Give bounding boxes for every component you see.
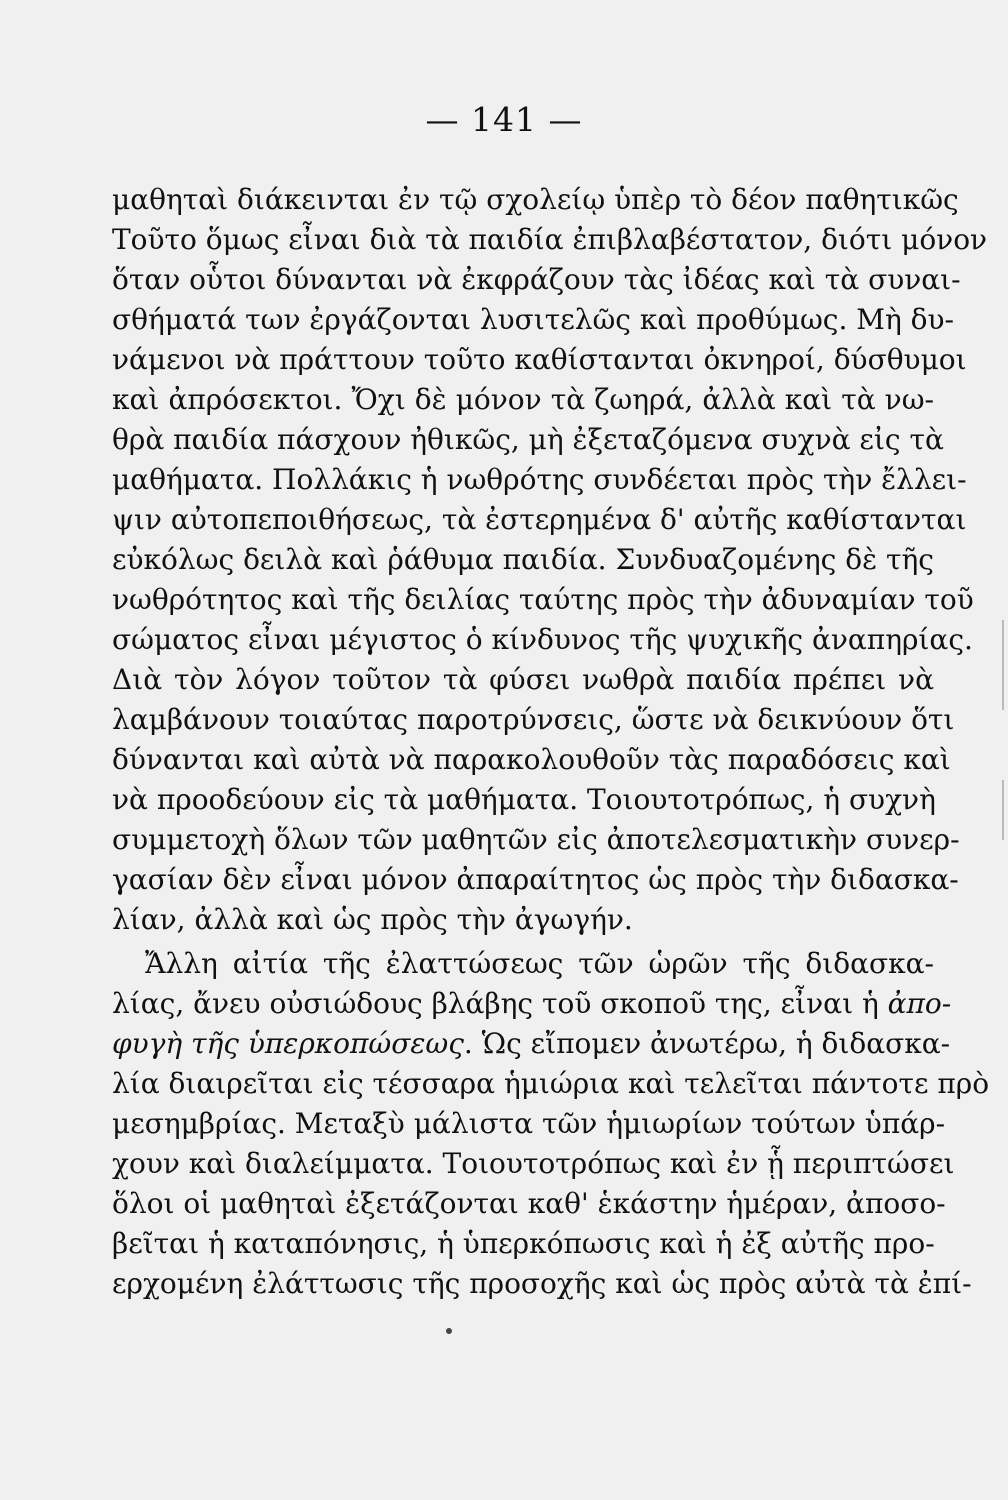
text-line: νὰ προοδεύουν εἰς τὰ μαθήματα. Τοιουτοτρόπως, ἡ συχνὴ [112,783,936,816]
text-line: λαμβάνουν τοιαύτας παροτρύνσεις, ὥστε νὰ δεικνύουν ὅτι [112,703,955,736]
text-line: δύνανται καὶ αὐτὰ νὰ παρακολουθοῦν τὰς παραδόσεις καὶ [112,743,951,776]
text-line: συμμετοχὴ ὅλων τῶν μαθητῶν εἰς ἀποτελεσματικὴν συνερ- [112,823,960,856]
paragraph-start-line: Ἄλλη αἰτία τῆς ἐλαττώσεως τῶν ὡρῶν τῆς διδασκα- [145,947,934,980]
text-line: νωθρότητος καὶ τῆς δειλίας ταύτης πρὸς τὴν ἀδυναμίαν τοῦ [112,583,974,616]
text-segment: λίας, ἄνευ οὐσιώδους βλάβης τοῦ σκοποῦ της, εἶναι ἡ [112,987,888,1020]
page-edge-shadow [1002,780,1004,840]
text-line: γασίαν δὲν εἶναι μόνον ἀπαραίτητος ὡς πρὸς τὴν διδασκα- [112,863,959,896]
text-segment: . Ὡς εἴπομεν ἀνωτέρω, ἡ διδασκα- [463,1027,951,1060]
page-number: — 141 — [425,100,583,139]
page-edge-shadow [1002,620,1004,710]
text-line: μεσημβρίας. Μεταξὺ μάλιστα τῶν ἡμιωρίων τούτων ὑπάρ- [112,1107,946,1140]
text-line: ὅταν οὗτοι δύνανται νὰ ἐκφράζουν τὰς ἰδέας καὶ τὰ συναι- [112,263,961,296]
text-line: Διὰ τὸν λόγον τοῦτον τὰ φύσει νωθρὰ παιδία πρέπει νὰ [112,663,934,696]
text-line: λίαν, ἀλλὰ καὶ ὡς πρὸς τὴν ἀγωγήν. [112,903,633,936]
text-line: σθήματά των ἐργάζονται λυσιτελῶς καὶ προθύμως. Μὴ δυ- [112,303,954,336]
ink-speck [446,1328,452,1334]
text-line: λία διαιρεῖται εἰς τέσσαρα ἡμιώρια καὶ τελεῖται πάντοτε πρὸ [112,1067,990,1100]
text-line [112,984,952,1024]
text-line: ὅλοι οἱ μαθηταὶ ἐξετάζονται καθ' ἑκάστην ἡμέραν, ἀποσο- [112,1187,946,1220]
text-line: εὐκόλως δειλὰ καὶ ῥάθυμα παιδία. Συνδυαζομένης δὲ τῆς [112,543,934,576]
text-line: ερχομένη ἐλάττωσις τῆς προσοχῆς καὶ ὡς πρὸς αὐτὰ τὰ ἐπί- [112,1267,972,1300]
text-line: μαθήματα. Πολλάκις ἡ νωθρότης συνδέεται πρὸς τὴν ἔλλει- [112,463,967,496]
text-line: μαθηταὶ διάκεινται ἐν τῷ σχολείῳ ὑπὲρ τὸ δέον παθητικῶς [112,183,959,216]
text-line: σώματος εἶναι μέγιστος ὁ κίνδυνος τῆς ψυχικῆς ἀναπηρίας. [112,623,973,656]
body-text [112,180,990,1304]
text-line: καὶ ἀπρόσεκτοι. Ὄχι δὲ μόνον τὰ ζωηρά, ἀλλὰ καὶ τὰ νω- [112,383,934,416]
italic-text: ἀπο- [887,987,952,1020]
text-line: ψιν αὐτοπεποιθήσεως, τὰ ἐστερημένα δ' αὐτῆς καθίστανται [112,503,967,536]
text-line: Τοῦτο ὅμως εἶναι διὰ τὰ παιδία ἐπιβλαβέστατον, διότι μόνον [112,223,988,256]
text-line: θρὰ παιδία πάσχουν ἠθικῶς, μὴ ἐξεταζόμενα συχνὰ εἰς τὰ [112,423,944,456]
text-line [112,1024,951,1064]
text-line: βεῖται ἡ καταπόνησις, ἡ ὑπερκόπωσις καὶ ἡ ἐξ αὐτῆς προ- [112,1227,935,1260]
text-line: νάμενοι νὰ πράττουν τοῦτο καθίστανται ὀκνηροί, δύσθυμοι [112,343,967,376]
text-line: χουν καὶ διαλείμματα. Τοιουτοτρόπως καὶ ἐν ᾗ περιπτώσει [112,1147,955,1180]
italic-text: φυγὴ τῆς ὑπερκοπώσεως [112,1027,464,1060]
